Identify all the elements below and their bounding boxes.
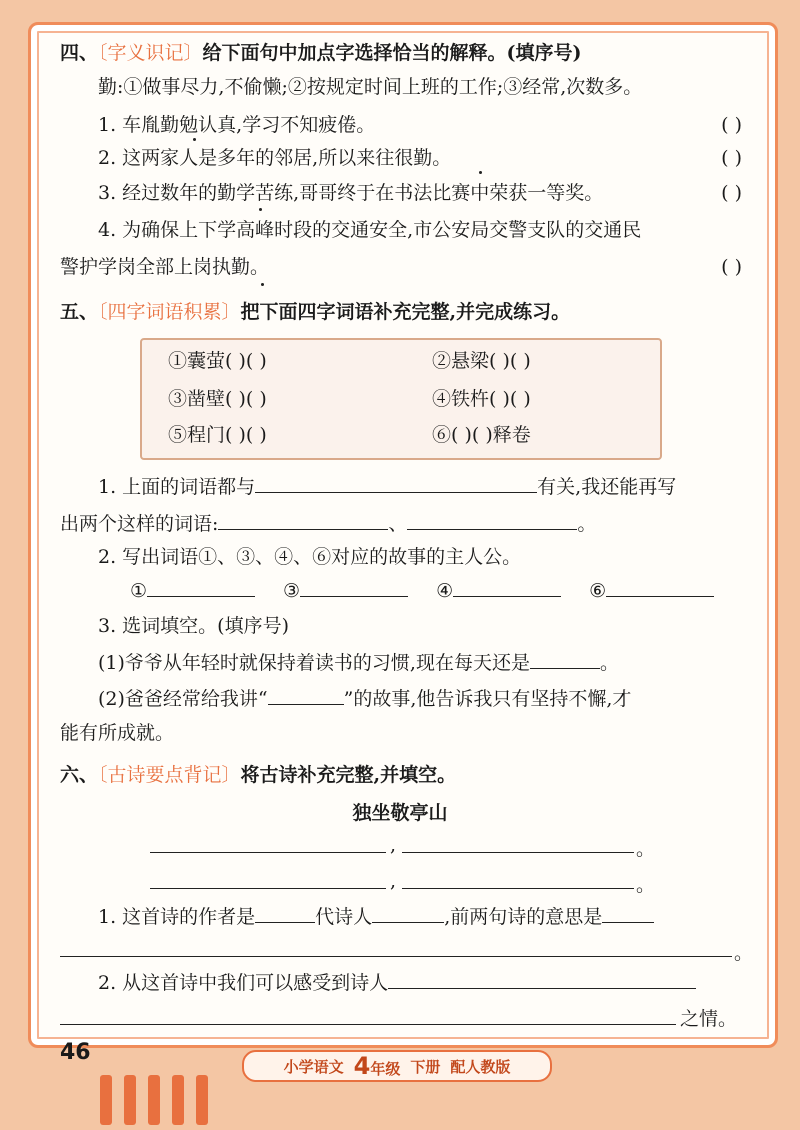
answer-blank[interactable] bbox=[255, 900, 315, 923]
answer-paren-4-2[interactable]: ( ) bbox=[721, 147, 742, 169]
poem-line-blank[interactable] bbox=[402, 852, 634, 853]
idiom-5[interactable]: ⑤程门( )( ) bbox=[168, 424, 267, 446]
practice-1-line-1: 1. 上面的词语都与 有关,我还能再写 bbox=[98, 470, 750, 502]
answer-blank[interactable] bbox=[268, 682, 344, 705]
answer-paren-4-4[interactable]: ( ) bbox=[721, 256, 742, 278]
poem-line-blank[interactable] bbox=[150, 888, 386, 889]
poem-line-blank[interactable] bbox=[402, 888, 634, 889]
answer-blank[interactable] bbox=[147, 574, 255, 597]
answer-blank[interactable] bbox=[255, 470, 537, 493]
emphasis-dot bbox=[479, 171, 482, 174]
section-4-number: 四、 bbox=[60, 42, 99, 64]
edition-label: 配人教版 bbox=[450, 1057, 511, 1076]
worksheet: 四、〔字义识记〕给下面句中加点字选择恰当的解释。(填序号) 勤:①做事尽力,不偷懒;②按规定时间上班的工作;③经常,次数多。 1. 车胤勤勉认真,学习不知疲倦。 ( ) 2. 这两家人是多年的邻居,所以来往很勤。 ( ) 3. 经过数年的勤学苦练,哥哥终于在书法比赛中荣获一等奖。 ( ) 4. 为确保上下学高峰时段的交通安全,市公安局交警支队的交通民 警护学岗全部上岗执勤。 ( ) 五、〔四字词语积累〕把下面四字词语补充完整,并完成练习。 ①囊萤( )( ) ②悬梁( )( ) ③凿壁( )( ) ④铁杵( )( ) ⑤程门( )( ) ⑥( )( )释卷 1. 上面的词语都与 有关,我还能再写 出两个这样的词语: 、 。 2. 写出词语①、③、④、⑥对应的故事的主人公。 ① ③ ④ ⑥ 3. 选词填空。(填序号) (1)爷爷从年轻时就保持着读书的习惯,现在每天还是 。 (2)爸爸经常给我讲“ ”的故事,他告诉我只有坚持不懈,才 能有所成就。 六、〔古诗要点背记〕将古诗补充完整,并填空。 独坐敬亭山 , 。 , 。 1. 这首诗的作者是 代诗人 ,前两句诗的意思是 。 2. 从这首诗中我们可以感受到诗人 之情。 bbox=[0, 0, 800, 1130]
answer-blank[interactable] bbox=[530, 646, 600, 669]
answer-paren-4-1[interactable]: ( ) bbox=[721, 114, 742, 136]
practice-1-line-2: 出两个这样的词语: 、 。 bbox=[60, 507, 750, 539]
answer-line[interactable] bbox=[60, 956, 732, 957]
answer-blank[interactable] bbox=[606, 574, 714, 597]
question-4-4-line-1: 4. 为确保上下学高峰时段的交通安全,市公安局交警支队的交通民 bbox=[98, 219, 642, 241]
answer-blank[interactable] bbox=[453, 574, 561, 597]
answer-blank[interactable] bbox=[388, 966, 696, 989]
grade-number: 4 bbox=[353, 1052, 371, 1080]
question-4-1: 1. 车胤勤勉认真,学习不知疲倦。 ( ) bbox=[98, 110, 750, 140]
idiom-3[interactable]: ③凿壁( )( ) bbox=[168, 388, 267, 410]
section-4-instruction: 给下面句中加点字选择恰当的解释。(填序号) bbox=[202, 42, 582, 64]
poem-title: 独坐敬亭山 bbox=[352, 802, 448, 824]
book-footer-label: 小学语文 4年级 下册 配人教版 bbox=[242, 1050, 552, 1082]
volume-label: 下册 bbox=[410, 1057, 441, 1076]
section-6-tag: 〔古诗要点背记〕 bbox=[98, 764, 241, 786]
answer-blank[interactable] bbox=[372, 900, 444, 923]
idiom-2[interactable]: ②悬梁( )( ) bbox=[432, 350, 531, 372]
poem-line-blank[interactable] bbox=[150, 852, 386, 853]
answer-blank[interactable] bbox=[602, 900, 654, 923]
emphasis-dot bbox=[261, 283, 264, 286]
section-4-heading bbox=[60, 38, 750, 68]
answer-blank[interactable] bbox=[300, 574, 408, 597]
idiom-6[interactable]: ⑥( )( )释卷 bbox=[432, 424, 531, 446]
poem-question-1: 1. 这首诗的作者是 代诗人 ,前两句诗的意思是 bbox=[98, 900, 750, 932]
section-6-heading: 六、〔古诗要点背记〕将古诗补充完整,并填空。 bbox=[60, 764, 457, 786]
practice-2-instruction: 2. 写出词语①、③、④、⑥对应的故事的主人公。 bbox=[98, 546, 522, 568]
idiom-4[interactable]: ④铁杵( )( ) bbox=[432, 388, 531, 410]
page-number: 46 bbox=[60, 1040, 91, 1065]
subject-label: 小学语文 bbox=[283, 1057, 344, 1076]
question-4-4-line-2: 警护学岗全部上岗执勤。 ( ) bbox=[60, 252, 750, 282]
practice-3-1: (1)爷爷从年轻时就保持着读书的习惯,现在每天还是 。 bbox=[98, 646, 750, 678]
question-4-3: 3. 经过数年的勤学苦练,哥哥终于在书法比赛中荣获一等奖。 ( ) bbox=[98, 178, 750, 208]
definition-line: 勤:①做事尽力,不偷懒;②按规定时间上班的工作;③经常,次数多。 bbox=[98, 76, 643, 98]
answer-blank[interactable] bbox=[218, 507, 388, 530]
emphasis-dot bbox=[259, 208, 262, 211]
answer-paren-4-3[interactable]: ( ) bbox=[721, 182, 742, 204]
emphasis-dot bbox=[193, 138, 196, 141]
answer-blank[interactable] bbox=[407, 507, 577, 530]
section-5-tag: 〔四字词语积累〕 bbox=[98, 301, 241, 323]
section-4-tag: 〔字义识记〕 bbox=[98, 42, 203, 64]
practice-2-blanks: ① ③ ④ ⑥ bbox=[130, 574, 730, 606]
section-5-heading: 五、〔四字词语积累〕把下面四字词语补充完整,并完成练习。 bbox=[60, 301, 571, 323]
idiom-box bbox=[140, 338, 662, 460]
idiom-1[interactable]: ①囊萤( )( ) bbox=[168, 350, 267, 372]
practice-3-instruction: 3. 选词填空。(填序号) bbox=[98, 615, 289, 637]
question-4-2: 2. 这两家人是多年的邻居,所以来往很勤。 ( ) bbox=[98, 143, 750, 173]
practice-3-2: (2)爸爸经常给我讲“ ”的故事,他告诉我只有坚持不懈,才 bbox=[98, 682, 750, 714]
practice-3-2-cont: 能有所成就。 bbox=[60, 722, 175, 744]
answer-line[interactable] bbox=[60, 1024, 676, 1025]
poem-question-2: 2. 从这首诗中我们可以感受到诗人 bbox=[98, 966, 750, 998]
